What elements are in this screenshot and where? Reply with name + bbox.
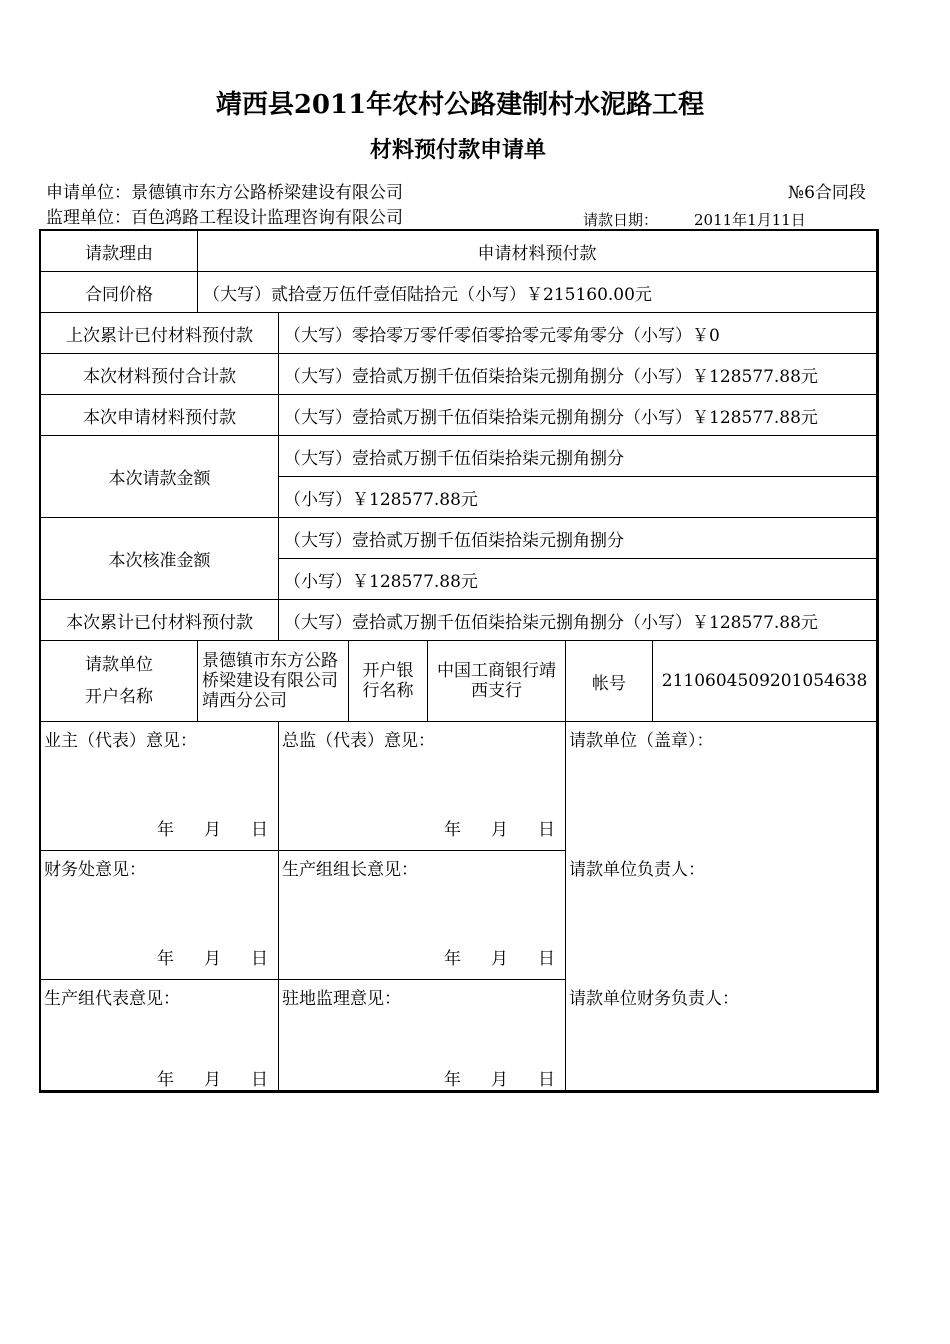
row-approved-amount-upper [41,518,877,559]
bank-name: 中国工商银行靖西支行 [428,641,566,722]
approved-amount-upper: （大写）壹拾贰万捌千伍佰柒拾柒元捌角捌分 [279,518,877,559]
applicant-name: 景德镇市东方公路桥梁建设有限公司 [131,183,403,203]
supervisor-label: 监理单位： [46,208,131,228]
resident-supervisor-opinion-label: 驻地监理意见： [282,989,401,1009]
applicant-label: 申请单位： [46,183,131,203]
account-name-label: 开户名称 [85,687,153,707]
chief-supervisor-opinion-cell [279,722,566,851]
cum-total-label: 本次累计已付材料预付款 [41,600,279,641]
row-opinions-2 [41,851,877,980]
applicant-line [46,178,403,203]
cum-total-value: （大写）壹拾贰万捌千伍佰柒拾柒元捌角捌分（小写）￥128577.88元 [279,600,877,641]
row-cum-total [41,600,877,641]
request-amount-upper: （大写）壹拾贰万捌千伍佰柒拾柒元捌角捌分 [279,436,877,477]
row-opinions-1 [41,722,877,851]
group-leader-opinion-label: 生产组组长意见： [282,860,418,880]
group-leader-opinion-date: 年 月 日 [444,949,555,969]
resident-supervisor-opinion-cell [279,980,566,1091]
approved-amount-label: 本次核准金额 [41,518,279,600]
account-no: 2110604509201054638 [653,641,877,722]
contract-price-value: （大写）贰拾壹万伍仟壹佰陆拾元（小写）￥215160.00元 [198,272,877,313]
chief-supervisor-opinion-date: 年 月 日 [444,820,555,840]
owner-opinion-date: 年 月 日 [157,820,268,840]
row-contract-price [41,272,877,313]
reason-label: 请款理由 [41,231,198,272]
owner-opinion-label: 业主（代表）意见： [44,731,197,751]
row-prev-total [41,313,877,354]
request-date: 2011年1月11日 [694,211,806,229]
bank-label: 开户银行名称 [349,641,428,722]
unit-label: 请款单位 [85,655,153,675]
finance-opinion-label: 财务处意见： [44,860,146,880]
owner-opinion-cell [41,722,279,851]
group-leader-opinion-cell [279,851,566,980]
unit-finance-head-cell [566,980,877,1091]
this-total-value: （大写）壹拾贰万捌千伍佰柒拾柒元捌角捌分（小写）￥128577.88元 [279,354,877,395]
row-reason [41,231,877,272]
prev-total-value: （大写）零拾零万零仟零佰零拾零元零角零分（小写）￥0 [279,313,877,354]
unit-head-label: 请款单位负责人： [569,859,705,880]
row-this-apply [41,395,877,436]
group-rep-opinion-cell [41,980,279,1091]
this-apply-label: 本次申请材料预付款 [41,395,279,436]
finance-opinion-date: 年 月 日 [157,949,268,969]
row-request-amount-upper [41,436,877,477]
seal-cell [566,722,877,851]
bank-unit-cell [41,641,198,722]
page-title: 靖西县2011年农村公路建制村水泥路工程 [215,90,705,120]
approved-amount-lower: （小写）￥128577.88元 [279,559,877,600]
contract-section: №6合同段 [788,183,866,203]
this-total-label: 本次材料预付合计款 [41,354,279,395]
request-amount-lower: （小写）￥128577.88元 [279,477,877,518]
row-bank [41,641,877,722]
reason-value: 申请材料预付款 [198,231,877,272]
date-label: 请款日期： [583,211,659,229]
account-no-label: 帐号 [566,641,653,722]
group-rep-opinion-date: 年 月 日 [157,1070,268,1090]
supervisor-name: 百色鸿路工程设计监理咨询有限公司 [131,208,403,228]
application-form [40,230,877,1091]
supervisor-line [46,203,403,228]
row-this-total [41,354,877,395]
row-opinions-3 [41,980,877,1091]
prev-total-label: 上次累计已付材料预付款 [41,313,279,354]
chief-supervisor-opinion-label: 总监（代表）意见： [282,731,435,751]
finance-opinion-cell [41,851,279,980]
contract-price-label: 合同价格 [41,272,198,313]
account-name: 景德镇市东方公路桥梁建设有限公司靖西分公司 [198,641,349,722]
unit-finance-head-label: 请款单位财务负责人： [569,988,739,1009]
resident-supervisor-opinion-date: 年 月 日 [444,1070,555,1090]
group-rep-opinion-label: 生产组代表意见： [44,989,180,1009]
unit-head-cell [566,851,877,980]
request-amount-label: 本次请款金额 [41,436,279,518]
page-subtitle: 材料预付款申请单 [369,137,546,163]
seal-label: 请款单位（盖章）： [569,731,714,751]
this-apply-value: （大写）壹拾贰万捌千伍佰柒拾柒元捌角捌分（小写）￥128577.88元 [279,395,877,436]
